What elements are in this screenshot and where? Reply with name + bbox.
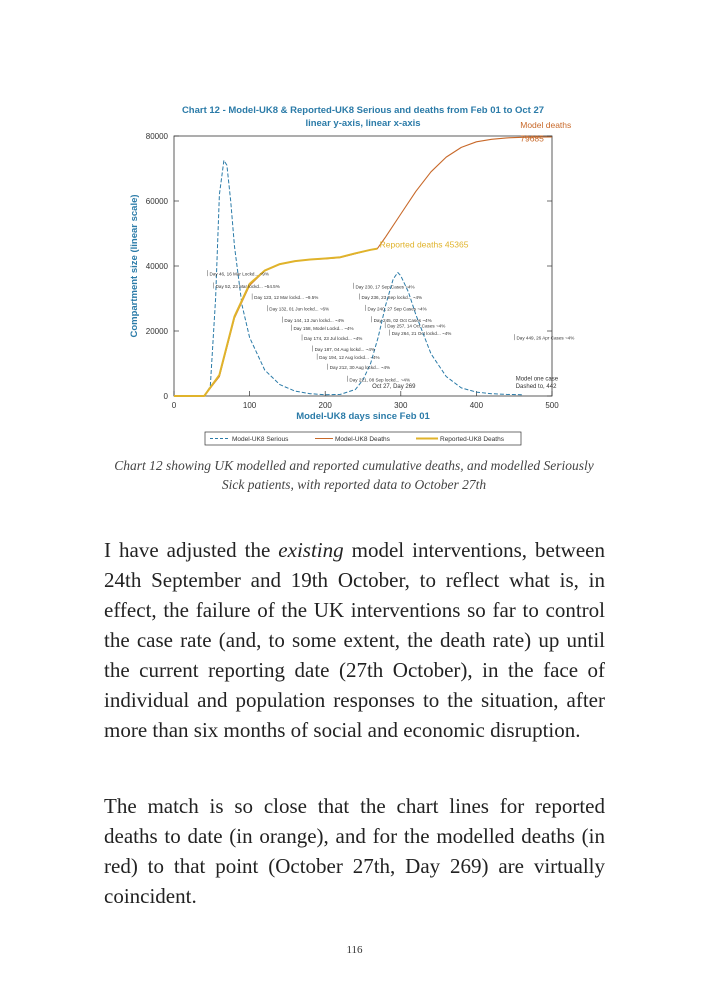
day-annotation: Day 174, 23 Jul lockd... ~4% xyxy=(304,335,363,341)
paragraph-1-emphasis: existing xyxy=(278,538,344,562)
day-annotation: Day 123, 12 Mar lockd... ~9.5% xyxy=(254,295,319,301)
day-annotation: Day 144, 13 Jun lockd... ~4% xyxy=(284,318,345,324)
oct-27-label: Oct 27, Day 269 xyxy=(372,384,416,391)
paragraph-1 xyxy=(104,535,605,745)
model-deaths-value: 79685 xyxy=(520,133,544,144)
x-tick-label: 500 xyxy=(545,401,559,410)
day-annotation: Day 187, 04 Aug lockd... ~4% xyxy=(314,347,376,353)
day-annotation: Day 240, 27 Sep Cases ~4% xyxy=(367,306,427,312)
day-annotation: Day 221, 08 Sep lockd... ~4% xyxy=(349,377,411,383)
paragraph-1-start: I have adjusted the xyxy=(104,538,279,562)
day-annotation: Day 236, 23 Sep lockd... ~4% xyxy=(361,295,423,301)
legend-serious: Model-UK8 Serious xyxy=(232,436,289,443)
day-annotation: Day 158, Model Lockd... ~4% xyxy=(293,326,354,332)
chart-title: Chart 12 - Model-UK8 & Reported-UK8 Serious and deaths from Feb 01 to Oct 27 xyxy=(181,105,545,116)
paragraph-1-rest: model interventions, between 24th September and 19th October, to reflect what is, in effect, the failure of the UK interventions so far to control the case rate (and, to some extent, the death rate) up until the current reporting date (27th October), in the face of individual and population responses to the situation, after more than six months of social and economic disruption. xyxy=(104,538,605,742)
reported-deaths-label: Reported deaths 45365 xyxy=(379,239,469,250)
page-number: 116 xyxy=(346,944,363,956)
y-tick-label: 0 xyxy=(163,392,168,401)
day-annotation: Day 46, 16 Mar Lockd... ~9% xyxy=(209,271,269,277)
chart xyxy=(120,100,600,450)
model-cases-label: Model one case xyxy=(515,376,559,383)
figure-caption: Chart 12 showing UK modelled and reported cumulative deaths, and modelled Seriously Sick patients, with reported data to October 27th xyxy=(114,458,594,492)
model-cases-sub: Dashed to, 442 xyxy=(515,383,557,390)
legend-model-deaths: Model-UK8 Deaths xyxy=(335,436,390,443)
day-annotation: Day 230, 17 Sep Cases ~4% xyxy=(355,284,415,290)
legend xyxy=(205,432,521,445)
x-tick-label: 0 xyxy=(171,401,177,410)
x-tick-label: 300 xyxy=(394,401,408,410)
annotations xyxy=(208,120,575,390)
x-axis-label: Model-UK8 days since Feb 01 xyxy=(296,411,430,422)
x-tick-label: 400 xyxy=(469,401,484,410)
day-annotation: Day 212, 30 Aug lockd... ~4% xyxy=(329,365,391,371)
y-axis-label: Compartment size (linear scale) xyxy=(129,194,140,338)
day-annotation: Day 52, 23 Mar lockd... ~54.5% xyxy=(215,283,280,289)
chart-subtitle: linear y-axis, linear x-axis xyxy=(305,118,421,129)
model-deaths-label: Model deaths xyxy=(520,119,572,130)
day-annotation: Day 245, 02 Oct Cases ~4% xyxy=(373,317,432,323)
legend-reported-deaths: Reported-UK8 Deaths xyxy=(440,436,504,443)
y-tick-label: 40000 xyxy=(145,262,168,271)
x-tick-label: 100 xyxy=(242,401,257,410)
paragraph-2: The match is so close that the chart lines for reported deaths to date (in orange), and for the modelled deaths (in red) to that point (October 27th, Day 269) are virtually coincident. xyxy=(104,794,605,908)
y-tick-label: 20000 xyxy=(145,327,168,336)
series-serious-line xyxy=(174,160,522,396)
x-tick-label: 200 xyxy=(318,401,332,410)
day-annotation: Day 132, 01 Jun lockd... ~6% xyxy=(269,306,330,312)
day-annotation: Day 257, 14 Oct Cases ~4% xyxy=(387,323,446,329)
day-annotation: Day 264, 21 Oct lockd... ~4% xyxy=(391,331,452,337)
y-tick-label: 80000 xyxy=(145,132,168,141)
y-axis xyxy=(146,132,552,401)
day-annotation: Day 194, 12 Aug lockd... ~4% xyxy=(319,355,380,361)
day-annotation: Day 449, 26 Apr Cases ~4% xyxy=(516,335,575,341)
y-tick-label: 60000 xyxy=(145,197,168,206)
